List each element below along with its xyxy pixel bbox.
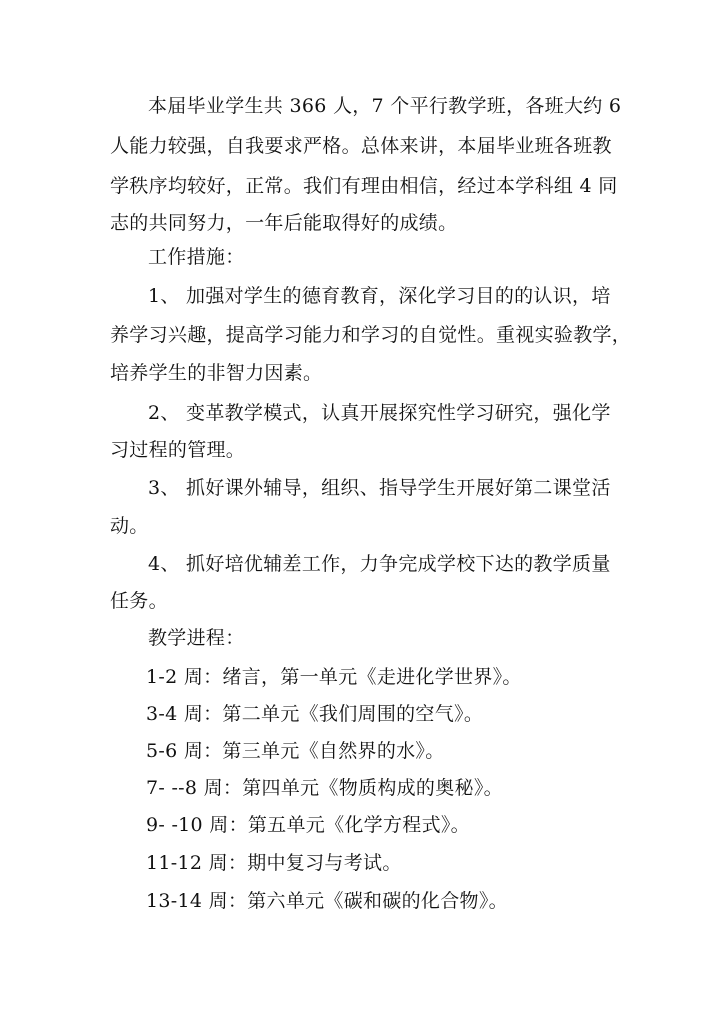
measure-1-line-3: 培养学生的非智力因素。: [110, 362, 323, 384]
section-heading-work-measures: 工作措施：: [148, 246, 245, 268]
measure-4-line-2: 任务。: [110, 590, 168, 612]
schedule-item-4: 7- --8 周：第四单元《物质构成的奥秘》。: [146, 777, 503, 799]
measure-3-line-1: 3、 抓好课外辅导，组织、指导学生开展好第二课堂活: [148, 477, 611, 499]
measure-2-line-1: 2、 变革教学模式，认真开展探究性学习研究，强化学: [148, 402, 611, 424]
schedule-item-1: 1-2 周：绪言，第一单元《走进化学世界》。: [146, 666, 522, 688]
schedule-item-2: 3-4 周：第二单元《我们周围的空气》。: [146, 703, 484, 725]
measure-4-line-1: 4、 抓好培优辅差工作，力争完成学校下达的教学质量: [148, 553, 611, 575]
measure-2-line-2: 习过程的管理。: [110, 439, 246, 461]
measure-3-line-2: 动。: [110, 515, 149, 537]
schedule-item-6: 11-12 周：期中复习与考试。: [146, 852, 402, 874]
section-heading-teaching-schedule: 教学进程：: [148, 627, 245, 649]
text-line-1: 本届毕业学生共 366 人，7 个平行教学班，各班大约 6: [148, 95, 622, 117]
schedule-item-3: 5-6 周：第三单元《自然界的水》。: [146, 740, 445, 762]
text-line-4: 志的共同努力，一年后能取得好的成绩。: [110, 212, 458, 234]
schedule-item-7: 13-14 周：第六单元《碳和碳的化合物》。: [146, 890, 508, 912]
text-line-2: 人能力较强，自我要求严格。总体来讲，本届毕业班各班教: [110, 135, 612, 157]
schedule-item-5: 9- -10 周：第五单元《化学方程式》。: [146, 814, 470, 836]
measure-1-line-2: 养学习兴趣，提高学习能力和学习的自觉性。重视实验教学，: [110, 324, 632, 346]
text-line-3: 学秩序均较好，正常。我们有理由相信，经过本学科组 4 同: [110, 175, 618, 197]
measure-1-line-1: 1、 加强对学生的德育教育，深化学习目的的认识，培: [148, 285, 611, 307]
